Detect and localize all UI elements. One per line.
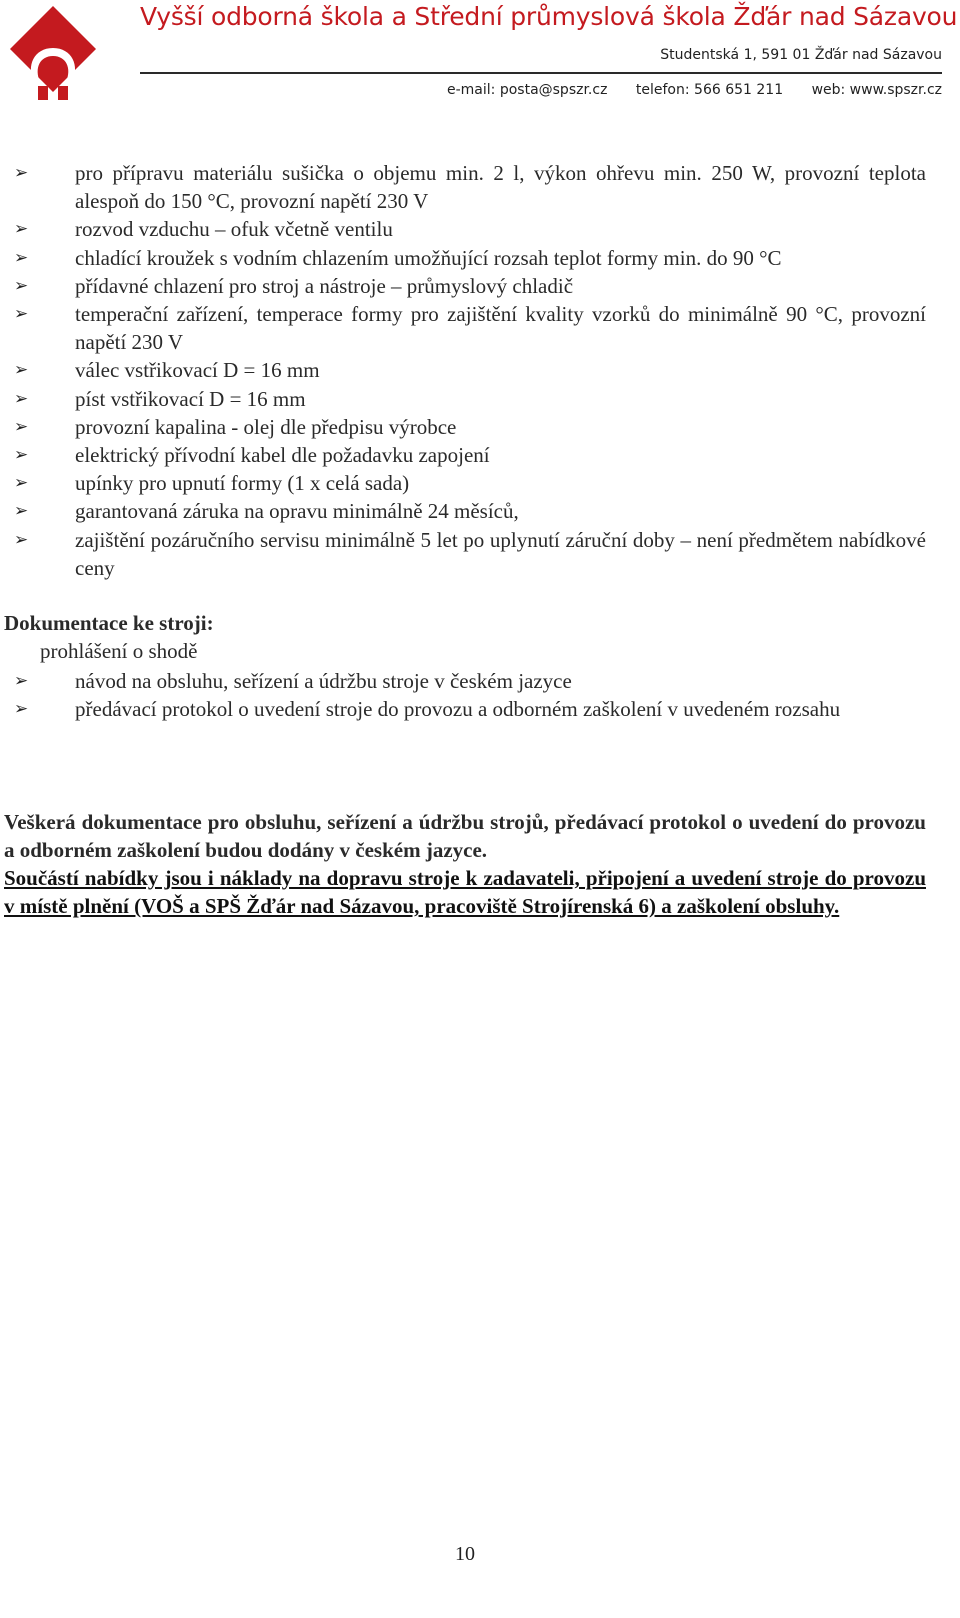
documentation-heading: Dokumentace ke stroji:	[4, 611, 214, 635]
school-address: Studentská 1, 591 01 Žďár nad Sázavou	[660, 47, 942, 63]
list-item: ➢ předávací protokol o uvedení stroje do provozu a odborném zaškolení v uvedeném rozsahu	[4, 695, 926, 723]
arrow-bullet-icon: ➢	[14, 699, 29, 720]
delivery-terms-paragraph: Součástí nabídky jsou i náklady na dopravu stroje k zadavateli, připojení a uvedení stroje do provozu v místě plnění (VOŠ a SPŠ Žďár nad Sázavou, pracoviště Strojírenská 6) a zaškolení obsluhy.	[4, 866, 926, 919]
contact-line	[423, 82, 942, 98]
documentation-first-item: prohlášení o shodě	[40, 639, 198, 663]
list-item: ➢ pro přípravu materiálu sušička o objemu min. 2 l, výkon ohřevu min. 250 W, provozní teplota alespoň do 150 °C, provozní napětí 230 V	[14, 161, 926, 214]
phone-contact: telefon: 566 651 211	[635, 82, 784, 98]
list-item: ➢ elektrický přívodní kabel dle požadavku zapojení	[4, 441, 926, 469]
arrow-bullet-icon: ➢	[14, 360, 29, 381]
list-item: ➢ návod na obsluhu, seřízení a údržbu stroje v českém jazyce	[4, 667, 926, 695]
arrow-bullet-icon: ➢	[14, 473, 29, 494]
web-contact: web: www.spszr.cz	[811, 82, 942, 98]
arrow-bullet-icon: ➢	[14, 247, 29, 268]
list-item: ➢ zajištění pozáručního servisu minimálně 5 let po uplynutí záruční doby – není předmětem nabídkové ceny	[14, 527, 926, 580]
school-logo	[8, 4, 98, 104]
list-item: ➢ píst vstřikovací D = 16 mm	[4, 385, 926, 413]
arrow-bullet-icon: ➢	[14, 416, 29, 437]
arrow-bullet-icon: ➢	[14, 529, 29, 550]
list-item: ➢ válec vstřikovací D = 16 mm	[4, 356, 926, 384]
header-divider	[140, 72, 942, 74]
list-item: ➢ chladící kroužek s vodním chlazením umožňující rozsah teplot formy min. do 90 °C	[4, 244, 926, 272]
arrow-bullet-icon: ➢	[14, 445, 29, 466]
arrow-bullet-icon: ➢	[14, 275, 29, 296]
list-item: ➢ garantovaná záruka na opravu minimálně 24 měsíců,	[4, 497, 926, 525]
documentation-list	[4, 667, 926, 723]
list-item: ➢ temperační zařízení, temperace formy pro zajištění kvality vzorků do minimálně 90 °C, provozní napětí 230 V	[14, 302, 926, 355]
equipment-list	[4, 159, 926, 582]
list-item: ➢ provozní kapalina - olej dle předpisu výrobce	[4, 413, 926, 441]
arrow-bullet-icon: ➢	[14, 671, 29, 691]
arrow-bullet-icon: ➢	[14, 304, 29, 325]
school-name: Vyšší odborná škola a Střední průmyslová škola Žďár nad Sázavou	[140, 2, 958, 31]
page-number: 10	[455, 1543, 475, 1565]
arrow-bullet-icon: ➢	[14, 219, 29, 240]
list-item: ➢ přídavné chlazení pro stroj a nástroje – průmyslový chladič	[4, 272, 926, 300]
documentation-list-block	[4, 667, 926, 723]
documentation-language-paragraph: Veškerá dokumentace pro obsluhu, seřízení a údržbu strojů, předávací protokol o uvedení do provozu a odborném zaškolení budou dodány v českém jazyce.	[4, 810, 926, 863]
arrow-bullet-icon: ➢	[14, 163, 29, 183]
list-item: ➢ rozvod vzduchu – ofuk včetně ventilu	[4, 215, 926, 243]
email-contact: e-mail: posta@spszr.cz	[447, 82, 608, 98]
equipment-list-block	[4, 159, 926, 582]
arrow-bullet-icon: ➢	[14, 388, 29, 409]
arrow-bullet-icon: ➢	[14, 501, 29, 522]
list-item: ➢ upínky pro upnutí formy (1 x celá sada)	[4, 469, 926, 497]
